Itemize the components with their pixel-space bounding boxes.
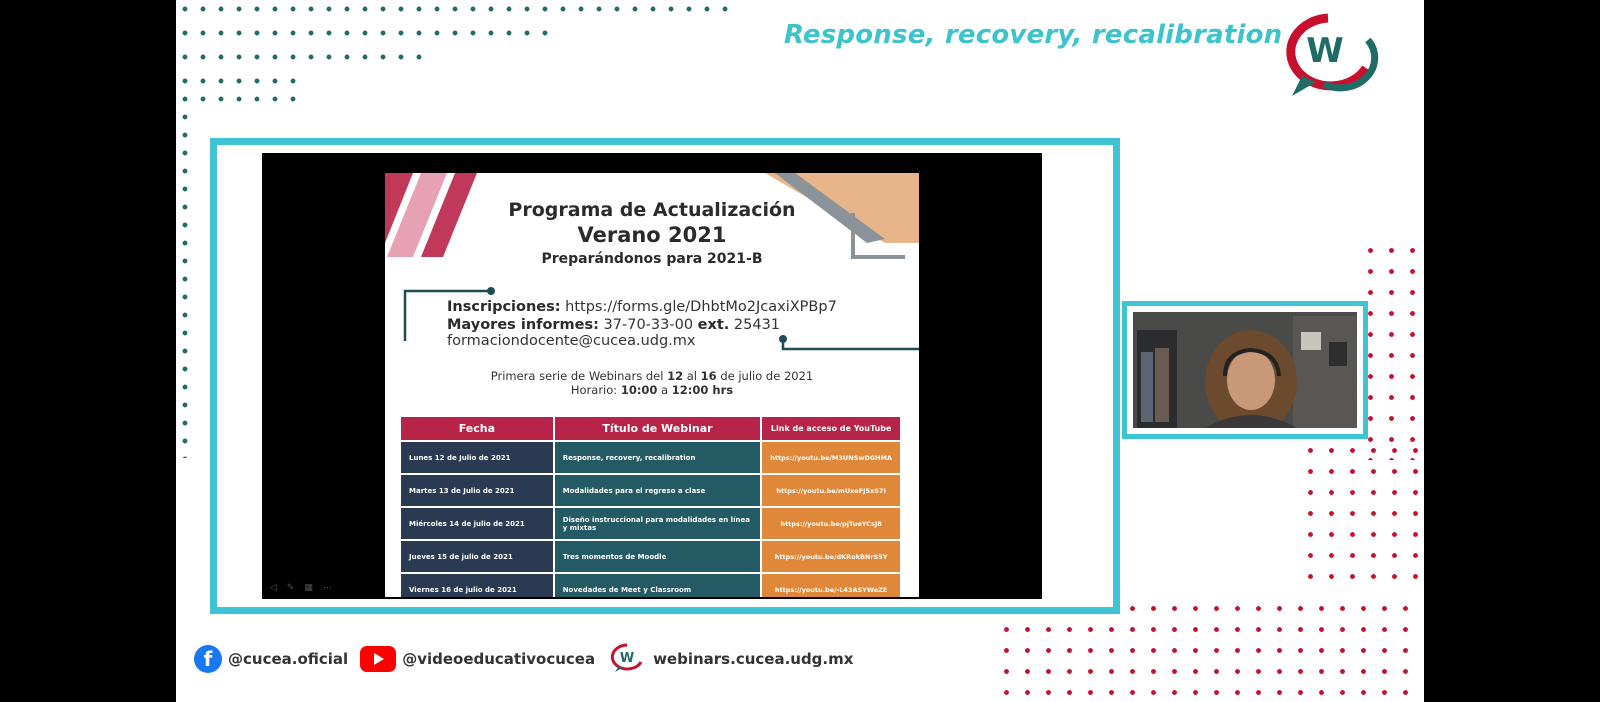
- table-row: [401, 541, 900, 572]
- teal-dot-pattern-left: [176, 108, 198, 458]
- logo-letter: W: [1306, 31, 1344, 71]
- row-date: Viernes 16 de julio de 2021: [401, 574, 553, 597]
- informes-ext: 25431: [733, 317, 781, 333]
- row-title: Diseño instruccional para modalidades en línea y mixtas: [555, 508, 761, 539]
- facebook-handle[interactable]: [194, 645, 348, 673]
- inscripciones-line: [447, 299, 837, 315]
- prev-slide-icon[interactable]: ◁: [270, 582, 277, 592]
- teal-dot-pattern-top: [176, 0, 736, 20]
- presentation-slide: [385, 173, 919, 597]
- series-from: 12: [667, 369, 684, 383]
- row-date: Jueves 15 de julio de 2021: [401, 541, 553, 572]
- series-to: 16: [700, 369, 717, 383]
- wd-logo-icon: [607, 642, 647, 676]
- presenter-webcam-frame: [1122, 301, 1368, 439]
- teal-dot-pattern-top-3: [176, 48, 426, 66]
- series-dates: [385, 369, 919, 383]
- table-header-row: [401, 417, 900, 440]
- more-icon[interactable]: ⋯: [322, 582, 332, 592]
- inscripciones-label: Inscripciones:: [447, 299, 561, 315]
- header-link: Link de acceso de YouTube: [762, 417, 900, 440]
- teal-dot-pattern-top-2: [176, 24, 556, 42]
- red-dot-pattern-right: [1360, 240, 1424, 460]
- svg-text:W: W: [619, 651, 635, 666]
- youtube-text: @videoeducativocucea: [402, 650, 596, 668]
- red-dot-pattern-bottom-right: [1300, 440, 1424, 590]
- youtube-handle[interactable]: [360, 646, 595, 672]
- shared-screen-video[interactable]: [262, 153, 1042, 599]
- informes-phone: 37-70-33-00: [603, 317, 694, 333]
- row-title: Novedades de Meet y Classroom: [555, 574, 761, 597]
- schedule-sep: a: [661, 383, 669, 397]
- slide-title-line2: Verano 2021: [577, 223, 727, 247]
- slide-title-line1: Programa de Actualización: [508, 199, 796, 221]
- series-schedule: [385, 383, 919, 397]
- table-row: [401, 475, 900, 506]
- row-date: Lunes 12 de Julio de 2021: [401, 442, 553, 473]
- row-title: Tres momentos de Moodle: [555, 541, 761, 572]
- row-link: https://youtu.be/M3UNSwDGHMA: [762, 442, 900, 473]
- series-text-a: Primera serie de Webinars del: [490, 369, 664, 383]
- facebook-text: @cucea.oficial: [228, 650, 349, 668]
- informes-ext-label: ext.: [697, 317, 730, 333]
- header-titulo: Título de Webinar: [555, 417, 761, 440]
- schedule-start: 10:00: [620, 383, 658, 397]
- webinar-schedule-table: [399, 415, 902, 597]
- schedule-end: 12:00 hrs: [671, 383, 734, 397]
- shared-screen-frame: [210, 138, 1120, 614]
- wd-speech-bubble-logo: [1268, 10, 1384, 100]
- row-link: https://youtu.be/-L43ASYWeZE: [762, 574, 900, 597]
- table-row: [401, 508, 900, 539]
- pen-icon[interactable]: ✎: [286, 582, 295, 592]
- row-link: https://youtu.be/pjTueYCsJ8: [762, 508, 900, 539]
- series-text-c: de julio de 2021: [720, 369, 814, 383]
- informes-label: Mayores informes:: [447, 317, 599, 333]
- schedule-label: Horario:: [570, 383, 618, 397]
- website-link[interactable]: [607, 642, 853, 676]
- player-controls: [270, 582, 332, 593]
- presenter-webcam: [1133, 312, 1357, 428]
- social-footer: [194, 642, 853, 676]
- youtube-icon: [360, 646, 396, 672]
- row-title: Modalidades para el regreso a clase: [555, 475, 761, 506]
- inscripciones-url: https://forms.gle/DhbtMo2JcaxiXPBp7: [565, 299, 837, 315]
- slide-subtitle: Preparándonos para 2021-B: [541, 251, 763, 267]
- row-title: Response, recovery, recalibration: [555, 442, 761, 473]
- header-fecha: Fecha: [401, 417, 553, 440]
- row-link: https://youtu.be/dKRokBNrS5Y: [762, 541, 900, 572]
- contact-email: formaciondocente@cucea.udg.mx: [447, 333, 696, 349]
- table-row: [401, 574, 900, 597]
- broadcast-canvas: [176, 0, 1424, 702]
- row-date: Martes 13 de Julio de 2021: [401, 475, 553, 506]
- table-row: [401, 442, 900, 473]
- webinar-title: Response, recovery, recalibration: [784, 20, 1283, 50]
- row-date: Miércoles 14 de julio de 2021: [401, 508, 553, 539]
- website-text: webinars.cucea.udg.mx: [653, 650, 854, 668]
- teal-dot-pattern-top-4: [176, 72, 296, 108]
- series-text-b: al: [686, 369, 697, 383]
- grid-icon[interactable]: ▦: [304, 582, 313, 592]
- facebook-icon: f: [194, 645, 222, 673]
- informes-line: [447, 317, 780, 333]
- row-link: https://youtu.be/mUxeFJ5xS7I: [762, 475, 900, 506]
